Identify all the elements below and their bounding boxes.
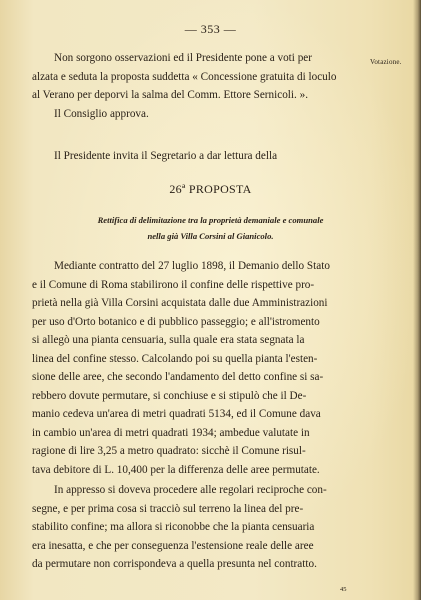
text-line: Non sorgono osservazioni ed il Presidente pone a voti per [54, 52, 312, 64]
text-line: linea del confine stesso. Calcolando poi su quella pianta l'esten- [32, 352, 318, 365]
text-line: manio cedeva un'area di metri quadrati 5134, ed il Comune dava [32, 408, 321, 420]
text-line: sione delle aree, che secondo l'andamento del detto confine si sa- [32, 371, 324, 383]
text-line: Mediante contratto del 27 luglio 1898, il Demanio dello Stato [54, 260, 330, 272]
text-line: ragione di lire 3,25 a metro quadrato: sicchè il Comune risul- [32, 445, 306, 457]
folio-mark: 45 [340, 586, 347, 593]
text-line: In appresso si doveva procedere alle regolari reciproche con- [54, 484, 327, 496]
paragraph-followup [32, 481, 362, 574]
proposal-subtitle [0, 212, 421, 244]
text-line: Il Presidente invita il Segretario a dar lettura della [54, 150, 278, 162]
text-line: tava debitore di L. 10,400 per la differenza delle aree permutate. [32, 463, 320, 476]
proposal-heading: 26ª PROPOSTA [169, 182, 252, 196]
text-line: in cambio un'area di metri quadrati 1934; ambedue valutate in [32, 426, 310, 439]
text-line: era inesatta, e che per conseguenza l'estensione reale delle aree [32, 539, 314, 552]
paragraph-invite [32, 147, 362, 166]
text-line: per uso d'Orto botanico e di pubblico passeggio; e all'istromento [32, 315, 320, 328]
subtitle-line: nella già Villa Corsini al Gianicolo. [147, 231, 274, 241]
scan-edge-shadow [413, 0, 421, 600]
paragraph-main [32, 257, 362, 479]
text-line: rebbero dovute permutare, si conchiuse e si stipulò che il De- [32, 389, 307, 402]
text-line: Il Consiglio approva. [54, 107, 149, 120]
subtitle-line: Rettifica di delimitazione tra la proprietà demaniale e comunale [97, 215, 324, 225]
text-line: al Verano per deporvi la salma del Comm. Ettore Sernicoli. ». [32, 89, 308, 101]
page-number: — 353 — [184, 22, 237, 36]
text-line: si allegò una pianta censuaria, sulla quale era stata segnata la [32, 334, 305, 346]
paragraph-vote [32, 49, 362, 123]
text-line: prietà nella già Villa Corsini acquistata dalle due Amministrazioni [32, 297, 328, 309]
text-line: alzata e seduta la proposta suddetta « Concessione gratuita di loculo [32, 70, 337, 83]
margin-note: Votazione. [370, 58, 402, 66]
text-line: e il Comune di Roma stabilirono il confine delle rispettive pro- [32, 278, 315, 291]
text-line: segne, e per prima cosa si tracciò sul terreno la linea del pre- [32, 502, 304, 515]
text-line: stabilito confine; ma allora si riconobbe che la pianta censuaria [32, 521, 315, 533]
text-line: da permutare non corrispondeva a quella presunta nel contratto. [32, 558, 317, 570]
